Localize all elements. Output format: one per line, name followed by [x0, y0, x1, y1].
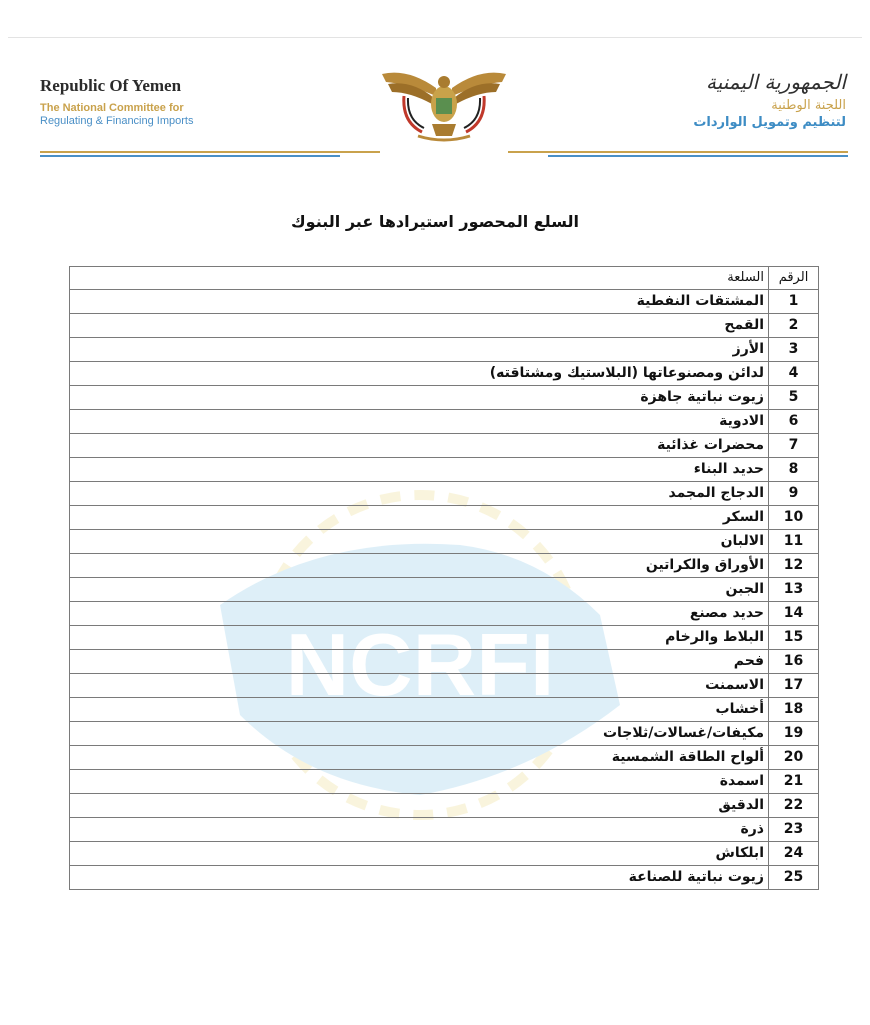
- table-row: [70, 362, 819, 386]
- header-rule-left-blue: [40, 155, 340, 157]
- row-number: 14: [769, 602, 819, 626]
- row-number: 12: [769, 554, 819, 578]
- arabic-subtitle-line2: لتنظيم وتمويل الواردات: [693, 115, 846, 130]
- english-title: Republic Of Yemen: [40, 76, 182, 95]
- row-number: 2: [769, 314, 819, 338]
- row-number: 13: [769, 578, 819, 602]
- commodity-name: فحم: [70, 650, 769, 674]
- row-number: 17: [769, 674, 819, 698]
- commodity-name: مكيفات/غسالات/ثلاجات: [70, 722, 769, 746]
- commodity-name: ابلكاش: [70, 842, 769, 866]
- arabic-subtitle-line1: اللجنة الوطنية: [771, 98, 846, 113]
- row-number: 1: [769, 290, 819, 314]
- table-row: [70, 866, 819, 890]
- table-row: [70, 410, 819, 434]
- commodity-name: اسمدة: [70, 770, 769, 794]
- commodity-name: زيوت نباتية للصناعة: [70, 866, 769, 890]
- table-row: [70, 650, 819, 674]
- row-number: 9: [769, 482, 819, 506]
- column-header-commodity: السلعة: [70, 267, 769, 290]
- table-row: [70, 482, 819, 506]
- table-row: [70, 698, 819, 722]
- commodity-name: الدقيق: [70, 794, 769, 818]
- commodity-name: لدائن ومصنوعاتها (البلاستيك ومشتاقته): [70, 362, 769, 386]
- table-row: [70, 458, 819, 482]
- table-row: [70, 818, 819, 842]
- table-row: [70, 314, 819, 338]
- row-number: 16: [769, 650, 819, 674]
- table-row: [70, 674, 819, 698]
- commodity-name: الأرز: [70, 338, 769, 362]
- row-number: 25: [769, 866, 819, 890]
- table-row: [70, 338, 819, 362]
- commodity-name: الجبن: [70, 578, 769, 602]
- row-number: 10: [769, 506, 819, 530]
- table-row: [70, 578, 819, 602]
- commodity-name: ألواح الطاقة الشمسية: [70, 746, 769, 770]
- commodity-name: محضرات غذائية: [70, 434, 769, 458]
- commodity-name: الاسمنت: [70, 674, 769, 698]
- commodity-name: الالبان: [70, 530, 769, 554]
- english-subtitle-line2: Regulating & Financing Imports: [40, 115, 194, 127]
- row-number: 5: [769, 386, 819, 410]
- header-rule-right-gold: [508, 151, 848, 153]
- watermark-text: NCRFI: [285, 615, 555, 714]
- commodity-name: الادوية: [70, 410, 769, 434]
- table-row: [70, 794, 819, 818]
- table-row: [70, 626, 819, 650]
- row-number: 3: [769, 338, 819, 362]
- header-rule-left-gold: [40, 151, 380, 153]
- commodity-name: حديد البناء: [70, 458, 769, 482]
- row-number: 24: [769, 842, 819, 866]
- row-number: 20: [769, 746, 819, 770]
- row-number: 8: [769, 458, 819, 482]
- column-header-number: الرقم: [769, 267, 819, 290]
- table-row: [70, 386, 819, 410]
- top-divider: [8, 37, 862, 38]
- row-number: 4: [769, 362, 819, 386]
- letterhead-arabic: [646, 70, 846, 130]
- commodities-table: [69, 266, 819, 890]
- row-number: 19: [769, 722, 819, 746]
- row-number: 11: [769, 530, 819, 554]
- commodity-name: السكر: [70, 506, 769, 530]
- table-row: [70, 506, 819, 530]
- commodity-name: حديد مصنع: [70, 602, 769, 626]
- table-row: [70, 746, 819, 770]
- row-number: 23: [769, 818, 819, 842]
- commodity-name: المشتقات النفطية: [70, 290, 769, 314]
- header-rule-right-blue: [548, 155, 848, 157]
- english-subtitle-line1: The National Committee for: [40, 102, 184, 114]
- row-number: 7: [769, 434, 819, 458]
- table-row: [70, 602, 819, 626]
- commodity-name: أخشاب: [70, 698, 769, 722]
- eagle-emblem-icon: [378, 66, 510, 144]
- arabic-title: الجمهورية اليمنية: [705, 70, 846, 94]
- table-row: [70, 554, 819, 578]
- letterhead-english: [40, 76, 370, 127]
- table-body: [70, 290, 819, 890]
- table-row: [70, 722, 819, 746]
- row-number: 21: [769, 770, 819, 794]
- document-title: السلع المحصور استيرادها عبر البنوك: [291, 212, 579, 231]
- commodity-name: القمح: [70, 314, 769, 338]
- table-row: [70, 434, 819, 458]
- table-row: [70, 842, 819, 866]
- table-row: [70, 290, 819, 314]
- row-number: 6: [769, 410, 819, 434]
- table-header-row: [70, 267, 819, 290]
- row-number: 18: [769, 698, 819, 722]
- table-row: [70, 770, 819, 794]
- commodity-name: الأوراق والكراتين: [70, 554, 769, 578]
- commodity-name: الدجاج المجمد: [70, 482, 769, 506]
- commodity-name: زيوت نباتية جاهزة: [70, 386, 769, 410]
- row-number: 15: [769, 626, 819, 650]
- table-row: [70, 530, 819, 554]
- row-number: 22: [769, 794, 819, 818]
- commodity-name: ذرة: [70, 818, 769, 842]
- commodity-name: البلاط والرخام: [70, 626, 769, 650]
